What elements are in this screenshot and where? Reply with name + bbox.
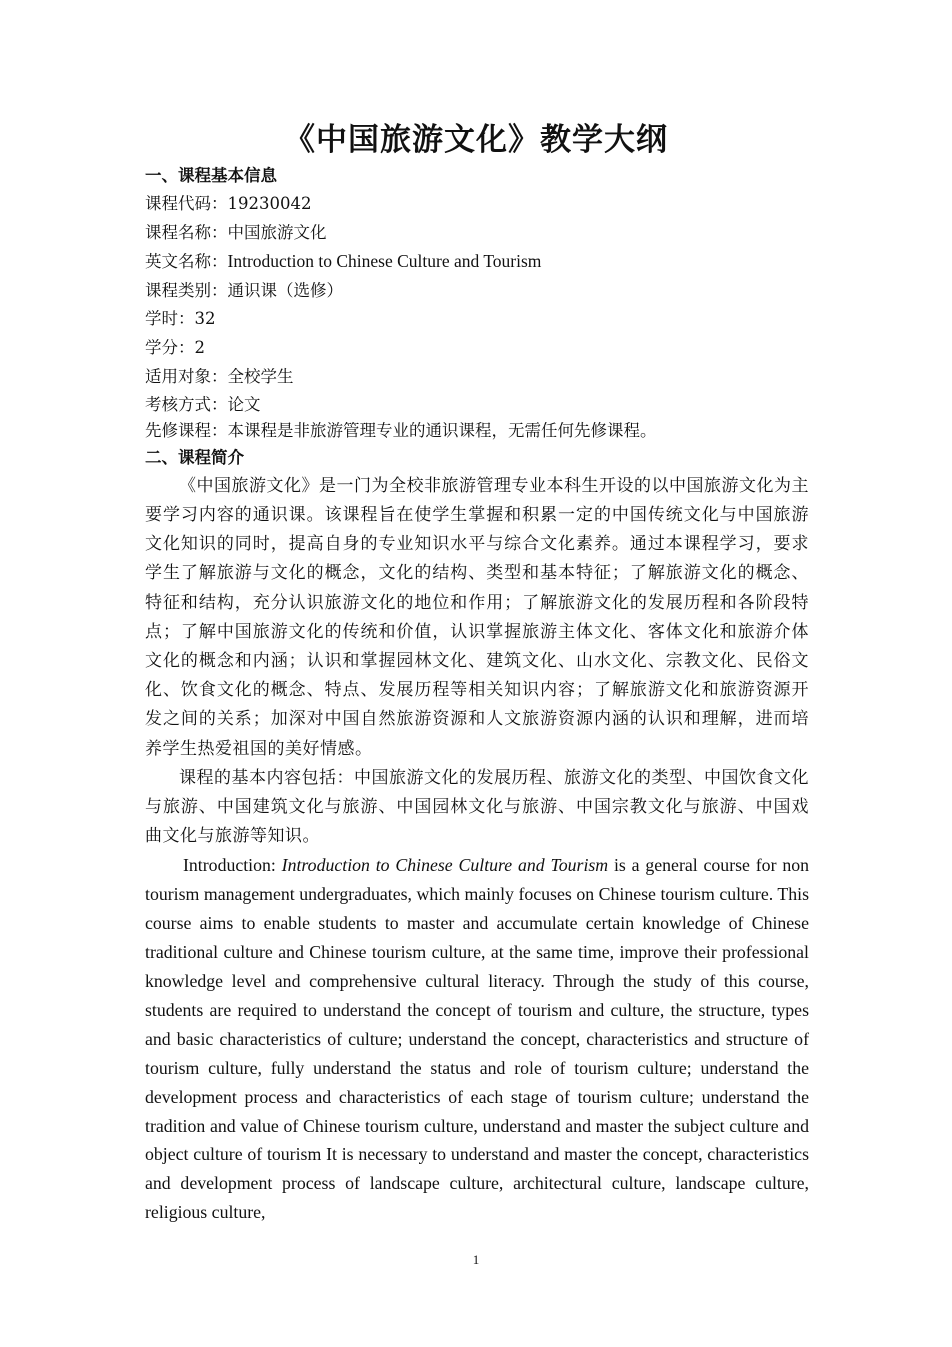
info-value: 本课程是非旅游管理专业的通识课程，无需任何先修课程。 — [227, 420, 657, 440]
info-value: 通识课（选修） — [227, 280, 343, 300]
info-course-code — [145, 190, 809, 219]
info-label: 课程类别： — [145, 280, 228, 300]
info-value: 论文 — [227, 395, 261, 415]
page-number: 1 — [472, 1252, 480, 1267]
info-label: 学分： — [145, 337, 195, 357]
intro-paragraph-2: 课程的基本内容包括：中国旅游文化的发展历程、旅游文化的类型、中国饮食文化与旅游、中国建筑文化与旅游、中国园林文化与旅游、中国宗教文化与旅游、中国戏曲文化与旅游等知识。 — [145, 767, 809, 847]
document-body — [145, 162, 809, 1227]
info-course-name — [145, 219, 809, 248]
info-value: 19230042 — [227, 194, 312, 213]
english-intro-course-title: Introduction to Chinese Culture and Tourism — [281, 855, 609, 876]
info-course-category — [145, 277, 809, 306]
info-label: 学时： — [145, 309, 195, 329]
english-intro-label: Introduction: — [183, 855, 282, 876]
info-class-hours — [145, 305, 809, 334]
info-label: 适用对象： — [145, 366, 228, 386]
info-label: 考核方式： — [145, 395, 228, 415]
info-value: 2 — [194, 337, 205, 357]
english-intro-body: is a general course for non tourism management undergraduates, which mainly focuses on Chinese tourism culture. This course aims to enable students to master and accumulate certain knowledge of Chinese traditional culture and Chinese tourism culture, at the same time, improve their professional knowledge level and comprehensive cultural literacy. Through the study of this course, students are required to understand the concept of tourism and culture, the structure, types and basic characteristics of culture; understand the concept, characteristics and structure of tourism culture, fully understand the status and role of tourism culture; understand the development process and characteristics of each stage of tourism culture; understand the tradition and value of Chinese tourism culture, understand and master the subject culture and object culture of tourism It is necessary to understand and master the concept, characteristics and development process of landscape culture, architectural culture, landscape culture, religious culture, — [145, 855, 809, 1223]
intro-paragraph-1: 《中国旅游文化》是一门为全校非旅游管理专业本科生开设的以中国旅游文化为主要学习内容的通识课。该课程旨在使学生掌握和积累一定的中国传统文化与中国旅游文化知识的同时，提高自身的专业知识水平与综合文化素养。通过本课程学习，要求学生了解旅游与文化的概念，文化的结构、类型和基本特征；了解旅游文化的概念、特征和结构，充分认识旅游文化的地位和作用；了解旅游文化的发展历程和各阶段特点；了解中国旅游文化的传统和价值，认识掌握旅游主体文化、客体文化和旅游介体文化的概念和内涵；认识和掌握园林文化、建筑文化、山水文化、宗教文化、民俗文化、饮食文化的概念、特点、发展历程等相关知识内容；了解旅游文化和旅游资源开发之间的关系；加深对中国自然旅游资源和人文旅游资源内涵的认识和理解，进而培养学生热爱祖国的美好情感。 — [145, 475, 809, 759]
info-value: Introduction to Chinese Culture and Tourism — [227, 251, 542, 272]
info-target-audience — [145, 363, 809, 392]
info-value: 中国旅游文化 — [227, 222, 327, 242]
document-title: 《中国旅游文化》教学大纲 — [284, 122, 668, 158]
section-heading-course-intro: 二、课程简介 — [145, 447, 244, 467]
info-label: 课程代码： — [145, 194, 228, 213]
info-label: 课程名称： — [145, 222, 228, 242]
info-value: 32 — [194, 309, 216, 329]
info-english-name — [145, 247, 809, 277]
info-label: 英文名称： — [145, 252, 228, 272]
section-heading-basic-info: 一、课程基本信息 — [145, 166, 277, 185]
english-introduction — [145, 851, 809, 1227]
course-info-list — [145, 190, 809, 442]
info-value: 全校学生 — [227, 366, 294, 386]
info-prerequisites — [145, 420, 809, 442]
info-label: 先修课程： — [145, 420, 228, 440]
info-assessment — [145, 391, 809, 420]
info-credits — [145, 334, 809, 363]
